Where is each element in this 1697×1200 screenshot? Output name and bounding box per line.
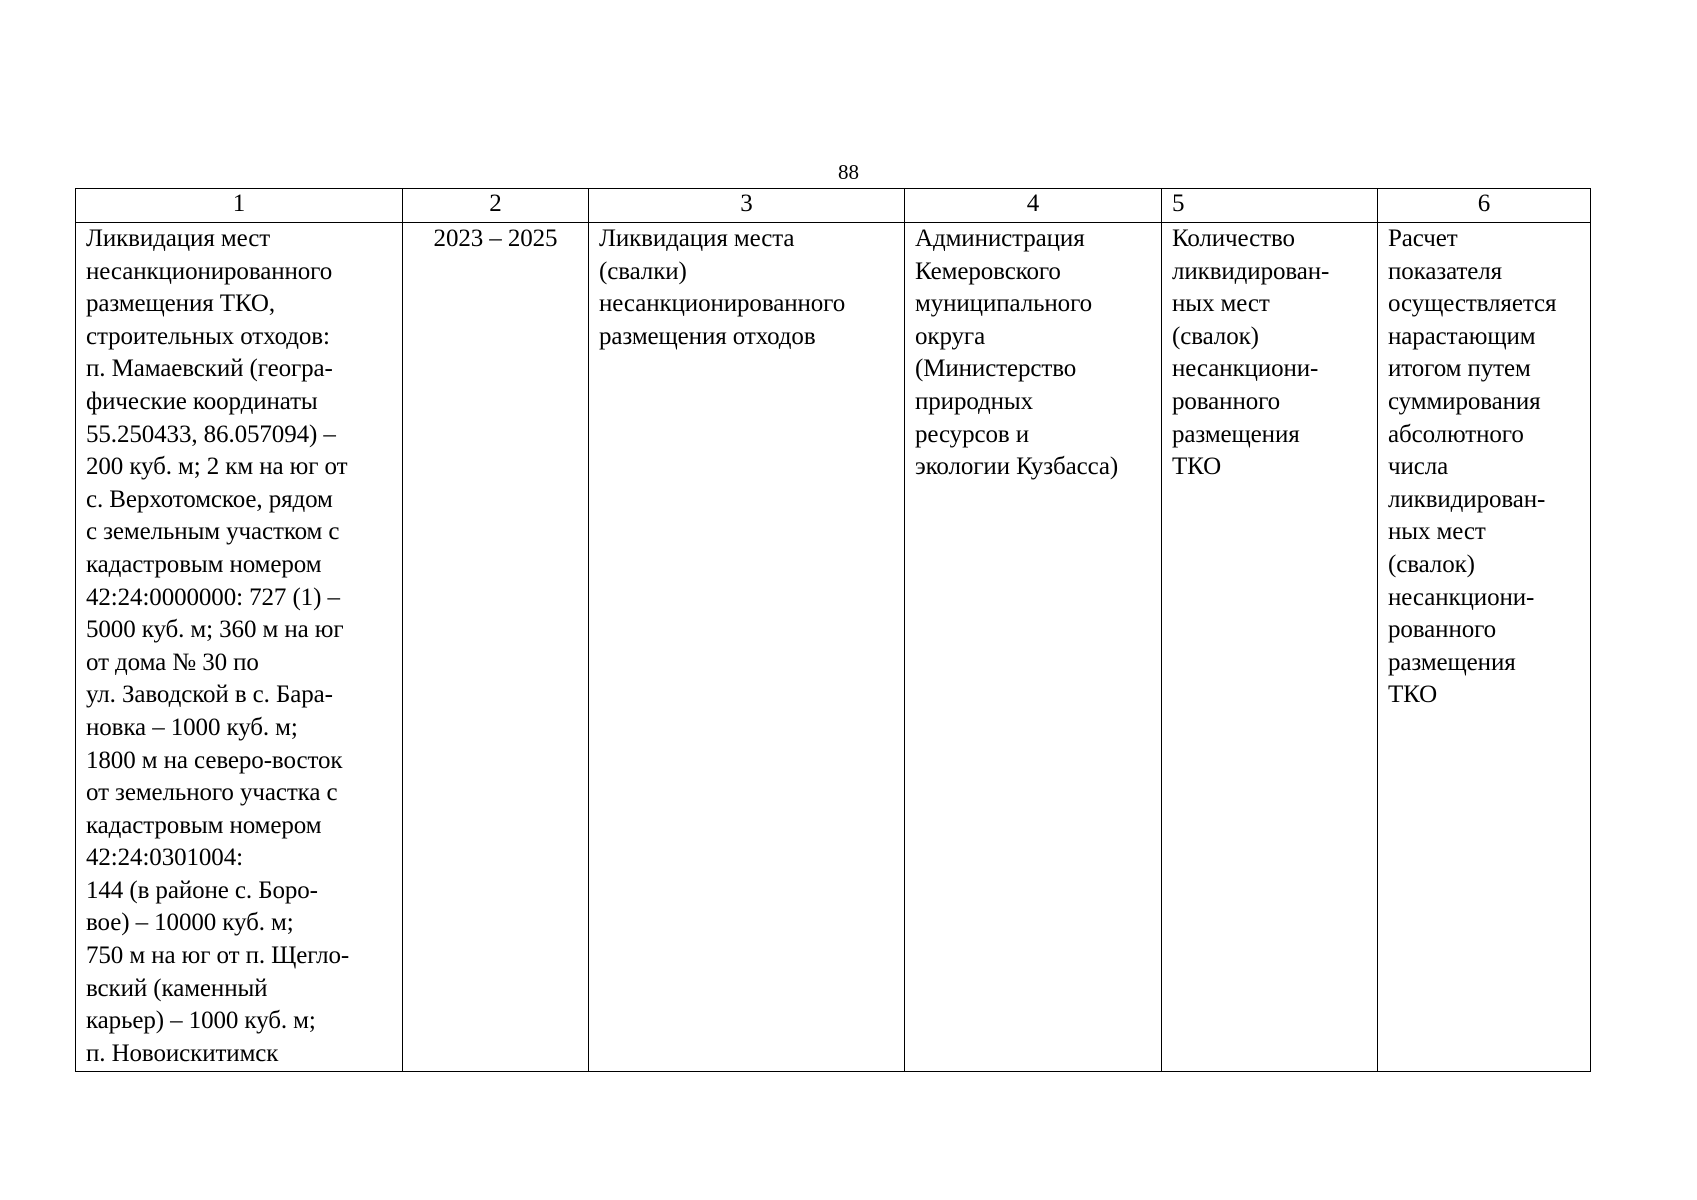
implementation-period: 2023 – 2025	[433, 225, 558, 252]
cell-col-3	[589, 223, 905, 1072]
cell-col-4	[905, 223, 1162, 1072]
cell-col-2	[403, 223, 589, 1072]
cell-col-6	[1378, 223, 1591, 1072]
measure-description: Ликвидация мест несанкционированного размещения ТКО, строительных отходов: п. Мамаевский (геогра- фические координаты 55.250433, 86.057094) – 200 куб. м; 2 км на юг от с. Верхотомское, рядом с земельным участком с кадастровым номером 42:24:0000000: 727 (1) – 5000 куб. м; 360 м на юг от дома № 30 по ул. Заводской в с. Бара- новка – 1000 куб. м; 1800 м на северо-восток от земельного участка с кадастровым номером 42:24:0301004: 144 (в районе с. Боро- вое) – 10000 куб. м; 750 м на юг от п. Щегло- вский (каменный карьер) – 1000 куб. м; п. Новоискитимск	[86, 225, 350, 1067]
header-col-2: 2	[403, 189, 589, 223]
table-header-row	[76, 189, 1591, 223]
cell-col-5	[1162, 223, 1378, 1072]
responsible-executor: Администрация Кемеровского муниципального округа (Министерство природных ресурсов и экологии Кузбасса)	[915, 225, 1119, 481]
table-row	[76, 223, 1591, 1072]
document-table	[75, 188, 1591, 1072]
header-col-3: 3	[589, 189, 905, 223]
header-col-1: 1	[76, 189, 403, 223]
cell-col-1	[76, 223, 403, 1072]
calculation-method: Расчет показателя осуществляется нарастающим итогом путем суммирования абсолютного числа ликвидирован- ных мест (свалок) несанкциони- рованного размещения ТКО	[1388, 225, 1557, 709]
expected-result: Ликвидация места (свалки) несанкционированного размещения отходов	[599, 225, 846, 350]
page-number: 88	[838, 160, 859, 184]
header-col-5: 5	[1162, 189, 1378, 223]
indicator-name: Количество ликвидирован- ных мест (свалок) несанкциони- рованного размещения ТКО	[1172, 225, 1330, 481]
header-col-6: 6	[1378, 189, 1591, 223]
header-col-4: 4	[905, 189, 1162, 223]
